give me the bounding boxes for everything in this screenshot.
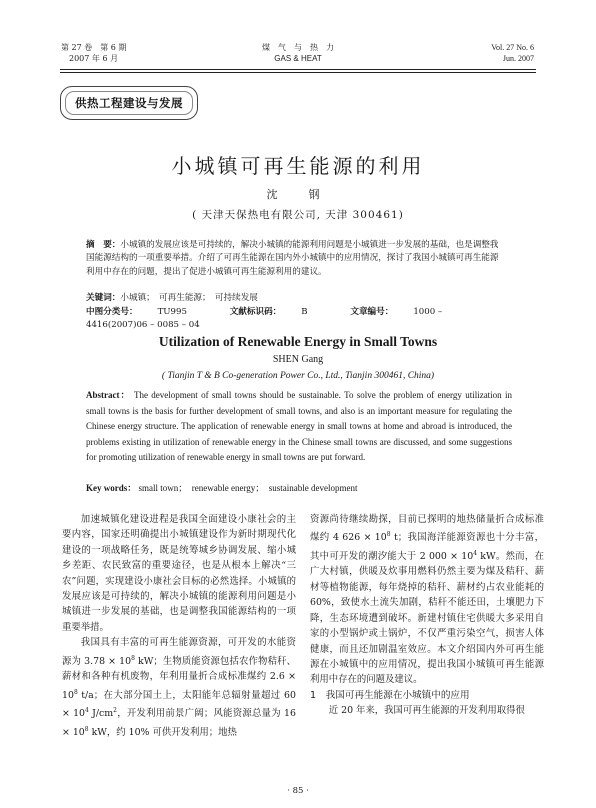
- article-title-cn: 小城镇可再生能源的利用: [171, 154, 425, 178]
- article-title-en: Utilization of Renewable Energy in Small Towns: [158, 334, 438, 349]
- section-tag-label: 供热工程建设与发展: [75, 96, 183, 110]
- header-rule-thick: [60, 69, 536, 70]
- keywords-cn-label: 关键词：: [86, 293, 121, 303]
- article-number-label: 文章编号：: [350, 307, 394, 317]
- classification-line: [86, 306, 506, 333]
- clc-value: TU995: [157, 307, 187, 317]
- keywords-en: [86, 481, 358, 494]
- header-volume-en-block: [491, 42, 534, 64]
- body-paragraph: 加速城镇化建设进程是我国全面建设小康社会的主要内容，国家还明确提出小城镇建设作为新时期现代化建设的一项战略任务，既是统筹城乡协调发展、缩小城乡差距、农民致富的重要途径，也是从根本上解决“三农”问题，实现建设小康社会目标的必然选择。小城镇的发展应该是可持续的，解决小城镇的能源利用问题是小城镇进一步发展的基础，也是调整我国能源结构的一项重要举措。: [62, 514, 296, 633]
- author-en: SHEN Gang: [272, 354, 324, 365]
- body-paragraph: 近 20 年来，我国可再生能源的开发利用取得很: [328, 705, 525, 717]
- body-paragraph: 资源尚待继续勘探，目前已探明的地热储量折合成标准煤约 4 $626 \times 10^8$ t；我国海洋能源资源也十分丰富，其中可开发的潮汐能大于 2 $000 \times 10^4$ kW。然而，在广大村镇，供暖及炊事用燃料仍然主要为煤及秸秆、薪材等植物能源，每年烧掉的秸秆、薪材约占农业能耗的 60%，致使水土流失加剧，秸秆不能还田，土壤肥力下降，生态环境遭到破坏。新建村镇住宅供暖大多采用自家的小型锅炉或土锅炉，不仅严重污染空气，损害人体健康，而且还加剧温室效应。本文介绍国内外可再生能源在小城镇中的应用情况，提出我国小城镇可再生能源利用中存在的问题及建议。: [310, 514, 544, 686]
- page-number: · 85 ·: [287, 786, 309, 796]
- header-journal-en: GAS & HEAT: [274, 54, 322, 63]
- abstract-en: [86, 388, 512, 466]
- header-volume: 第 27 卷 第 6 期: [61, 43, 127, 52]
- keywords-cn-text: 小城镇； 可再生能源； 可持续发展: [120, 293, 258, 303]
- abstract-en-label: Abstract：: [86, 390, 131, 400]
- doc-code-value: B: [301, 307, 308, 317]
- abstract-en-text: The development of small towns should be sustainable. To solve the problem of energy utilization in small towns is the basis for further development of small towns, and also is an important measure for regulating the Chinese energy structure. The application of renewable energy in small towns at home and abroad is introduced, the problems existing in utilization of renewable energy in the Chinese small towns are discussed, and some suggestions for promoting utilization of renewable energy in small towns are put forward.: [86, 390, 513, 463]
- abstract-cn: [86, 239, 506, 279]
- affiliation-cn: ( 天津天保热电有限公司, 天津 300461): [192, 209, 404, 221]
- section-tag: [60, 86, 198, 120]
- keywords-en-label: Key words：: [86, 483, 137, 493]
- header-rule-thin: [60, 72, 536, 73]
- clc-label: 中图分类号：: [86, 307, 138, 317]
- header-date-cn: 2007 年 6 月: [69, 54, 119, 63]
- abstract-cn-label: 摘 要：: [86, 240, 121, 250]
- body-paragraph: 我国具有丰富的可再生能源资源，可开发的水能资源为 $3.78 \times 10^8$ kW；生物质能资源包括农作物秸秆、薪材和各种有机废物，年利用量折合成标准煤约 $2.6 \times 10^8$ t/a；在大部分国土上，太阳能年总辐射量超过 $60 \times 10^4$ $J/cm^2$，开发利用前景广阔；风能资源总量为 $16 \times 10^8$ kW，约 10% 可供开发利用；地热: [62, 637, 296, 738]
- affiliation-en: ( Tianjin T & B Co-generation Power Co., Ltd., Tianjin 300461, China): [161, 371, 435, 381]
- article-number-value: 1000 – 4416(2007)06 – 0085 – 04: [86, 307, 443, 331]
- keywords-en-text: small town； renewable energy； sustainable development: [138, 483, 358, 493]
- doc-code-label: 文献标识码：: [229, 307, 282, 317]
- author-cn: 沈 钢: [266, 188, 330, 201]
- header-volume-en: Vol. 27 No. 6: [491, 43, 534, 52]
- keywords-cn: [86, 292, 506, 305]
- section-tag-inner-border: [65, 91, 193, 115]
- body-column-right: [310, 512, 544, 719]
- header-journal-cn: 煤 气 与 热 力: [262, 43, 334, 52]
- abstract-cn-text: 小城镇的发展应该是可持续的，解决小城镇的能源利用问题是小城镇进一步发展的基础，也是调整我国能源结构的一项重要举措。介绍了可再生能源在国内外小城镇中的应用情况，探讨了我国小城镇可再生能源利用中存在的问题，提出了促进小城镇可再生能源利用的建议。: [86, 240, 499, 277]
- section-heading-1: 1 我国可再生能源在小城镇中的应用: [310, 689, 470, 701]
- body-column-left: [62, 512, 296, 740]
- header-date-en: Jun. 2007: [502, 54, 534, 63]
